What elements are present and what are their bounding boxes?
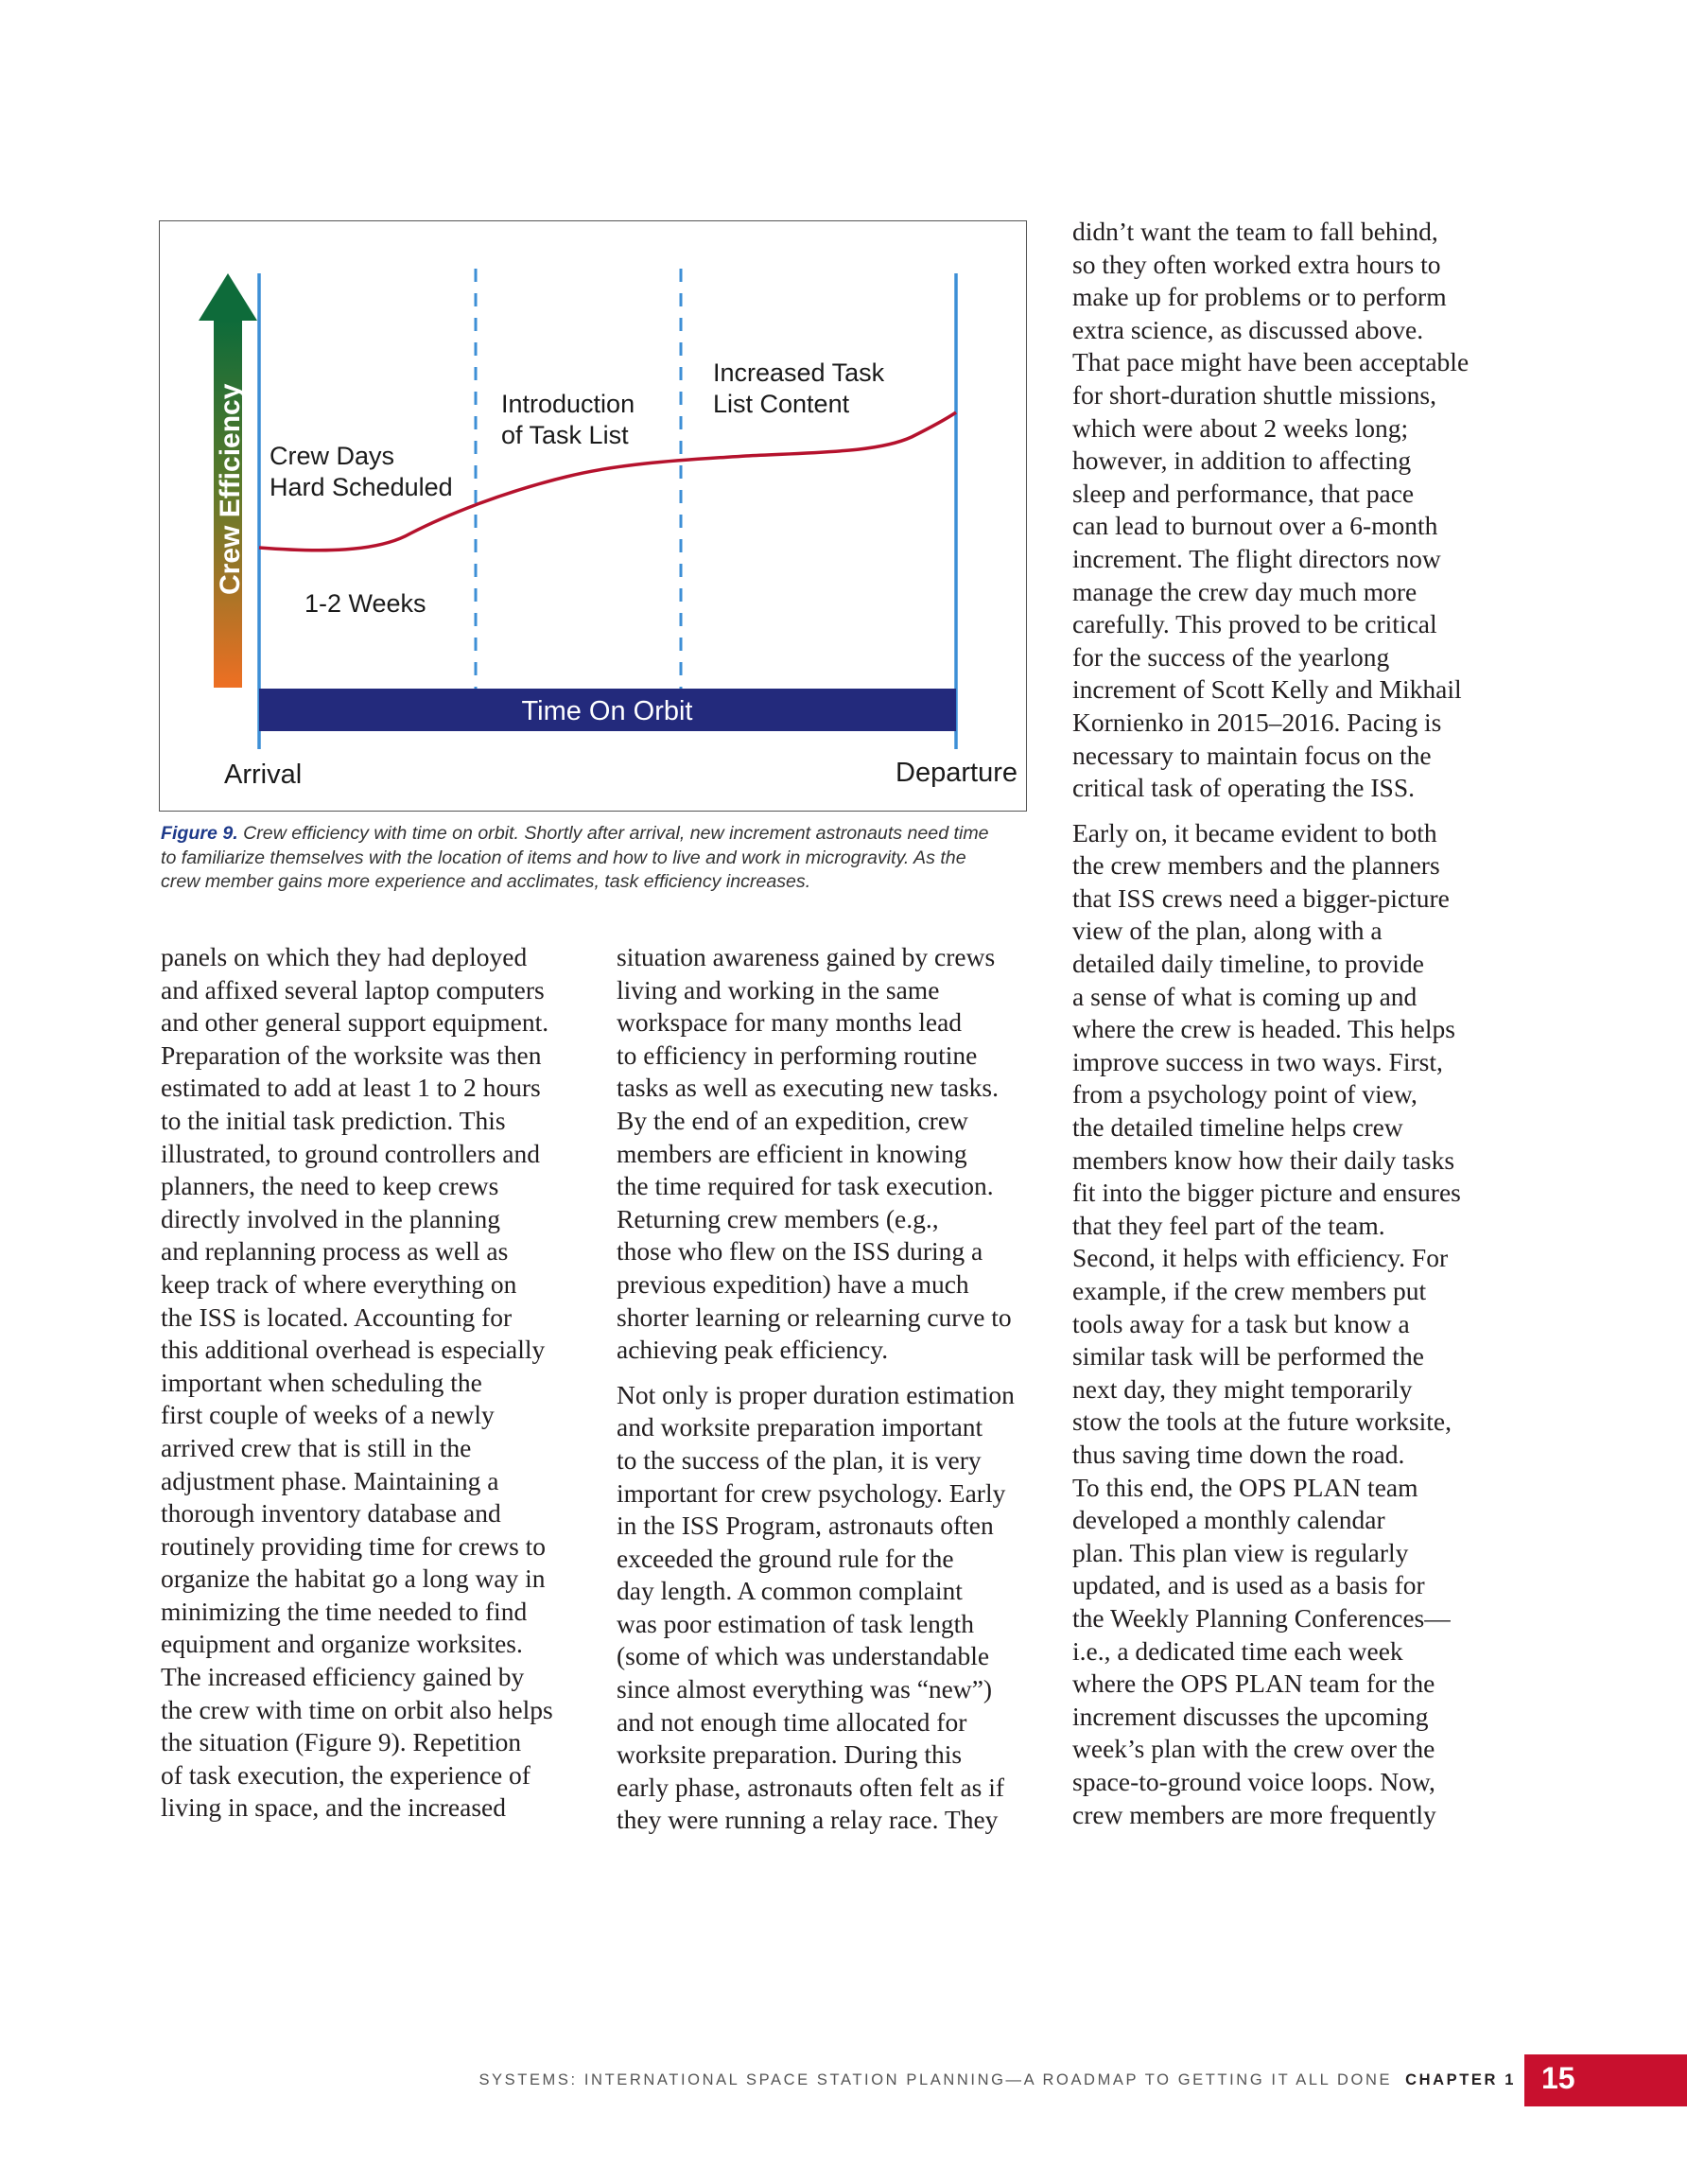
phase-2-label-line-2: of Task List: [501, 421, 629, 449]
text-line: The increased efficiency gained by: [161, 1662, 525, 1692]
text-line: thus saving time down the road.: [1072, 1439, 1405, 1469]
text-line: important for crew psychology. Early: [617, 1477, 1006, 1508]
text-line: increment discusses the upcoming: [1072, 1701, 1429, 1731]
text-line: crew members are more frequently: [1072, 1799, 1436, 1829]
running-title-text: SYSTEMS: INTERNATIONAL SPACE STATION PLANNING—A ROADMAP TO GETTING IT ALL DONE: [478, 2071, 1393, 2088]
text-line: tasks as well as executing new tasks.: [617, 1073, 1000, 1103]
figure-number: Figure 9.: [161, 823, 238, 844]
text-line: illustrated, to ground controllers and: [161, 1138, 540, 1168]
text-line: critical task of operating the ISS.: [1072, 773, 1415, 803]
text-line: estimated to add at least 1 to 2 hours: [161, 1073, 541, 1103]
text-line: and affixed several laptop computers: [161, 974, 545, 1005]
text-line: Second, it helps with efficiency. For: [1072, 1243, 1449, 1273]
text-line: the crew with time on orbit also helps: [161, 1694, 553, 1724]
text-line: Preparation of the worksite was then: [161, 1040, 542, 1070]
text-line: members know how their daily tasks: [1072, 1144, 1455, 1175]
text-line: manage the crew day much more: [1072, 576, 1417, 606]
text-line: the detailed timeline helps crew: [1072, 1112, 1403, 1143]
text-line: space-to-ground voice loops. Now,: [1072, 1766, 1435, 1796]
text-line: the ISS is located. Accounting for: [161, 1302, 513, 1332]
text-line: necessary to maintain focus on the: [1072, 740, 1432, 770]
departure-label: Departure: [896, 758, 1017, 788]
text-line: workspace for many months lead: [617, 1007, 963, 1038]
text-line: in the ISS Program, astronauts often: [617, 1511, 994, 1541]
text-line: the situation (Figure 9). Repetition: [161, 1727, 522, 1757]
text-line: extra science, as discussed above.: [1072, 314, 1424, 344]
figure-9: [159, 220, 1027, 812]
text-line: to the success of the plan, it is very: [617, 1444, 982, 1475]
text-column-2: [617, 941, 1015, 1837]
page-number: 15: [1541, 2061, 1575, 2095]
text-line: for short-duration shuttle missions,: [1072, 379, 1436, 410]
text-line: fit into the bigger picture and ensures: [1072, 1178, 1461, 1208]
text-line: was poor estimation of task length: [617, 1608, 975, 1638]
text-line: worksite preparation. During this: [617, 1739, 963, 1770]
text-line: routinely providing time for crews to: [161, 1530, 547, 1561]
text-line: thorough inventory database and: [161, 1498, 501, 1529]
text-line: of task execution, the experience of: [161, 1759, 530, 1790]
text-column-3: [1072, 216, 1469, 1831]
text-line: first couple of weeks of a newly: [161, 1400, 495, 1430]
text-line: and other general support equipment.: [161, 1007, 549, 1038]
text-line: organize the habitat go a long way in: [161, 1564, 546, 1594]
text-line: view of the plan, along with a: [1072, 916, 1383, 946]
text-line: important when scheduling the: [161, 1367, 482, 1397]
caption-line: Crew efficiency with time on orbit. Shortly after arrival, new increment astronauts need time: [243, 823, 989, 844]
text-line: from a psychology point of view,: [1072, 1079, 1417, 1109]
text-column-1: [161, 941, 553, 1825]
text-line: didn’t want the team to fall behind,: [1072, 217, 1438, 246]
phase-2-label-line-1: Introduction: [501, 390, 635, 418]
text-line: situation awareness gained by crews: [617, 942, 996, 971]
text-line: arrived crew that is still in the: [161, 1432, 472, 1462]
phase-3-label-line-1: Increased Task: [713, 358, 885, 387]
text-line: keep track of where everything on: [161, 1268, 517, 1299]
y-axis-label: Crew Efficiency: [215, 383, 246, 595]
phase-3-label-line-2: List Content: [713, 390, 850, 418]
text-line: plan. This plan view is regularly: [1072, 1537, 1409, 1567]
text-line: day length. A common complaint: [617, 1576, 963, 1606]
page-number-tab: [1524, 2054, 1687, 2106]
phase-1-duration: 1-2 Weeks: [304, 589, 426, 618]
figure-caption: [161, 822, 1040, 895]
text-line: Returning crew members (e.g.,: [617, 1203, 939, 1233]
caption-line: crew member gains more experience and acclimates, task efficiency increases.: [161, 871, 811, 892]
text-line: living in space, and the increased: [161, 1792, 507, 1823]
text-line: Kornienko in 2015–2016. Pacing is: [1072, 707, 1442, 737]
text-line: planners, the need to keep crews: [161, 1171, 499, 1201]
text-line: the Weekly Planning Conferences—: [1072, 1602, 1451, 1633]
text-line: adjustment phase. Maintaining a: [161, 1465, 499, 1495]
text-line: however, in addition to affecting: [1072, 446, 1412, 476]
text-line: and replanning process as well as: [161, 1236, 509, 1267]
text-line: the crew members and the planners: [1072, 850, 1440, 881]
text-line: detailed daily timeline, to provide: [1072, 949, 1424, 979]
text-line: early phase, astronauts often felt as if: [617, 1772, 1005, 1802]
text-line: i.e., a dedicated time each week: [1072, 1635, 1403, 1666]
text-line: Early on, it became evident to both: [1072, 817, 1437, 847]
text-line: increment. The flight directors now: [1072, 543, 1441, 573]
text-line: similar task will be performed the: [1072, 1341, 1424, 1372]
text-line: that ISS crews need a bigger-picture: [1072, 882, 1450, 913]
text-line: example, if the crew members put: [1072, 1276, 1427, 1305]
text-line: improve success in two ways. First,: [1072, 1046, 1443, 1076]
text-line: stow the tools at the future worksite,: [1072, 1406, 1452, 1437]
text-line: to the initial task prediction. This: [161, 1105, 506, 1135]
text-line: carefully. This proved to be critical: [1072, 609, 1437, 639]
text-line: this additional overhead is especially: [161, 1335, 546, 1365]
time-bar-label: Time On Orbit: [521, 696, 693, 726]
text-line: week’s plan with the crew over the: [1072, 1734, 1435, 1764]
text-line: tools away for a task but know a: [1072, 1308, 1410, 1338]
text-line: updated, and is used as a basis for: [1072, 1570, 1425, 1600]
text-line: can lead to burnout over a 6-month: [1072, 511, 1438, 541]
text-line: next day, they might temporarily: [1072, 1373, 1413, 1404]
text-line: minimizing the time needed to find: [161, 1596, 528, 1626]
text-line: developed a monthly calendar: [1072, 1505, 1385, 1535]
text-line: since almost everything was “new”): [617, 1674, 993, 1704]
text-line: make up for problems or to perform: [1072, 282, 1447, 312]
text-line: and worksite preparation important: [617, 1412, 983, 1442]
text-line: increment of Scott Kelly and Mikhail: [1072, 674, 1462, 705]
text-line: members are efficient in knowing: [617, 1138, 967, 1168]
text-line: achieving peak efficiency.: [617, 1335, 889, 1365]
text-line: panels on which they had deployed: [161, 942, 528, 971]
text-line: they were running a relay race. They: [617, 1805, 999, 1835]
text-line: to efficiency in performing routine: [617, 1040, 978, 1070]
text-line: the time required for task execution.: [617, 1171, 994, 1201]
text-line: that they feel part of the team.: [1072, 1210, 1385, 1240]
text-line: for the success of the yearlong: [1072, 641, 1390, 672]
text-line: and not enough time allocated for: [617, 1706, 967, 1737]
running-title: [478, 2071, 1516, 2089]
text-line: equipment and organize worksites.: [161, 1629, 523, 1659]
text-line: directly involved in the planning: [161, 1203, 500, 1233]
text-line: living and working in the same: [617, 974, 940, 1005]
text-line: To this end, the OPS PLAN team: [1072, 1472, 1418, 1502]
text-line: a sense of what is coming up and: [1072, 981, 1417, 1011]
text-line: which were about 2 weeks long;: [1072, 412, 1409, 443]
arrival-label: Arrival: [224, 760, 303, 790]
phase-1-label-line-2: Hard Scheduled: [270, 473, 453, 501]
text-line: shorter learning or relearning curve to: [617, 1302, 1012, 1332]
crew-efficiency-diagram: [160, 221, 1028, 812]
text-line: Not only is proper duration estimation: [617, 1379, 1015, 1409]
text-line: previous expedition) have a much: [617, 1268, 969, 1299]
page-footer: [0, 2054, 1687, 2106]
text-line: so they often worked extra hours to: [1072, 249, 1441, 279]
text-line: (some of which was understandable: [617, 1641, 990, 1671]
text-line: By the end of an expedition, crew: [617, 1105, 968, 1135]
caption-line: to familiarize themselves with the location of items and how to live and work in microgravity. As the: [161, 847, 966, 868]
text-line: exceeded the ground rule for the: [617, 1543, 954, 1573]
text-line: where the OPS PLAN team for the: [1072, 1669, 1435, 1699]
phase-1-label-line-1: Crew Days: [270, 442, 395, 470]
chapter-label: CHAPTER 1: [1405, 2071, 1516, 2088]
text-line: where the crew is headed. This helps: [1072, 1014, 1455, 1044]
text-line: those who flew on the ISS during a: [617, 1236, 983, 1267]
text-line: sleep and performance, that pace: [1072, 478, 1415, 508]
text-line: That pace might have been acceptable: [1072, 347, 1470, 377]
